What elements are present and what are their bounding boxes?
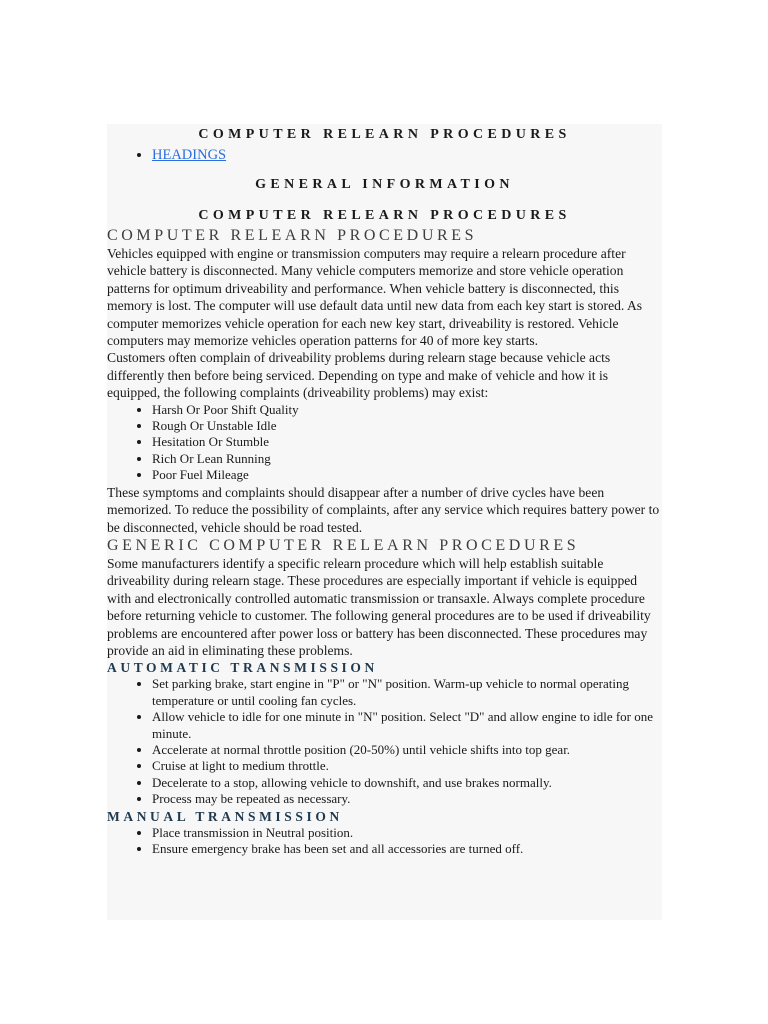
list-item: • Process may be repeated as necessary. [152, 791, 662, 807]
section-heading-generic: GENERIC COMPUTER RELEARN PROCEDURES [107, 536, 580, 554]
manual-steps-list [107, 825, 662, 858]
paragraph-complaints: Customers often complain of driveability problems during relearn stage because vehicle acts differently then before being serviced. Depending on type and make of vehicle and how it is equipped, the following complaints (driveability problems) may exist: [107, 350, 611, 401]
paragraph-generic: Some manufacturers identify a specific relearn procedure which will help establish suitable driveability during relearn stage. These procedures are especially important if vehicle is equipped with and electronically controlled automatic transmission or transaxle. Always complete procedure before returning vehicle to customer. The following general procedures are to be used if driveability problems are encountered after power loss or battery has been disconnected. These procedures may provide an aid in eliminating these problems. [107, 555, 651, 658]
paragraph-road-test: These symptoms and complaints should disappear after a number of drive cycles have been memorized. To reduce the possibility of complaints, after any service which requires battery power to be disconnected, vehicle should be road tested. [107, 484, 660, 535]
automatic-steps-list [107, 676, 662, 807]
list-item: • Allow vehicle to idle for one minute in "N" position. Select "D" and allow engine to idle for one minute. [152, 709, 662, 742]
list-item: • Decelerate to a stop, allowing vehicle to downshift, and use brakes normally. [152, 775, 662, 791]
document-title: COMPUTER RELEARN PROCEDURES [198, 127, 571, 142]
headings-nav [107, 146, 662, 165]
list-item: • Harsh Or Poor Shift Quality [152, 402, 662, 418]
list-item: • Place transmission in Neutral position. [152, 825, 662, 841]
list-item: • Poor Fuel Mileage [152, 467, 662, 483]
list-item: • Rich Or Lean Running [152, 451, 662, 467]
nav-list-item [152, 146, 662, 165]
list-item: • Accelerate at normal throttle position (20-50%) until vehicle shifts into top gear. [152, 742, 662, 758]
general-information-title: GENERAL INFORMATION [255, 177, 514, 192]
paragraph-intro: Vehicles equipped with engine or transmission computers may require a relearn procedure after vehicle battery is disconnected. Many vehicle computers memorize and store vehicle operation patterns for optimum driveability and performance. When vehicle battery is disconnected, this memory is lost. The computer will use default data until new data from each key start is stored. As computer memorizes vehicle operation for each new key start, driveability is restored. Vehicle computers may memorize vehicles operation patterns for 40 of more key starts. [107, 246, 643, 349]
section-heading-relearn: COMPUTER RELEARN PROCEDURES [107, 227, 478, 244]
symptom-list [107, 402, 662, 484]
subheading-automatic-transmission: AUTOMATIC TRANSMISSION [107, 660, 378, 676]
list-item: • Hesitation Or Stumble [152, 434, 662, 450]
document-subtitle: COMPUTER RELEARN PROCEDURES [198, 208, 571, 223]
list-item: • Ensure emergency brake has been set and all accessories are turned off. [152, 841, 662, 857]
list-item: • Rough Or Unstable Idle [152, 418, 662, 434]
list-item: • Set parking brake, start engine in "P" or "N" position. Warm-up vehicle to normal operating temperature or until cooling fan cycles. [152, 676, 662, 709]
headings-link[interactable]: HEADINGS [152, 147, 227, 163]
list-item: • Cruise at light to medium throttle. [152, 758, 662, 774]
subheading-manual-transmission: MANUAL TRANSMISSION [107, 808, 343, 824]
document-page [107, 124, 662, 920]
